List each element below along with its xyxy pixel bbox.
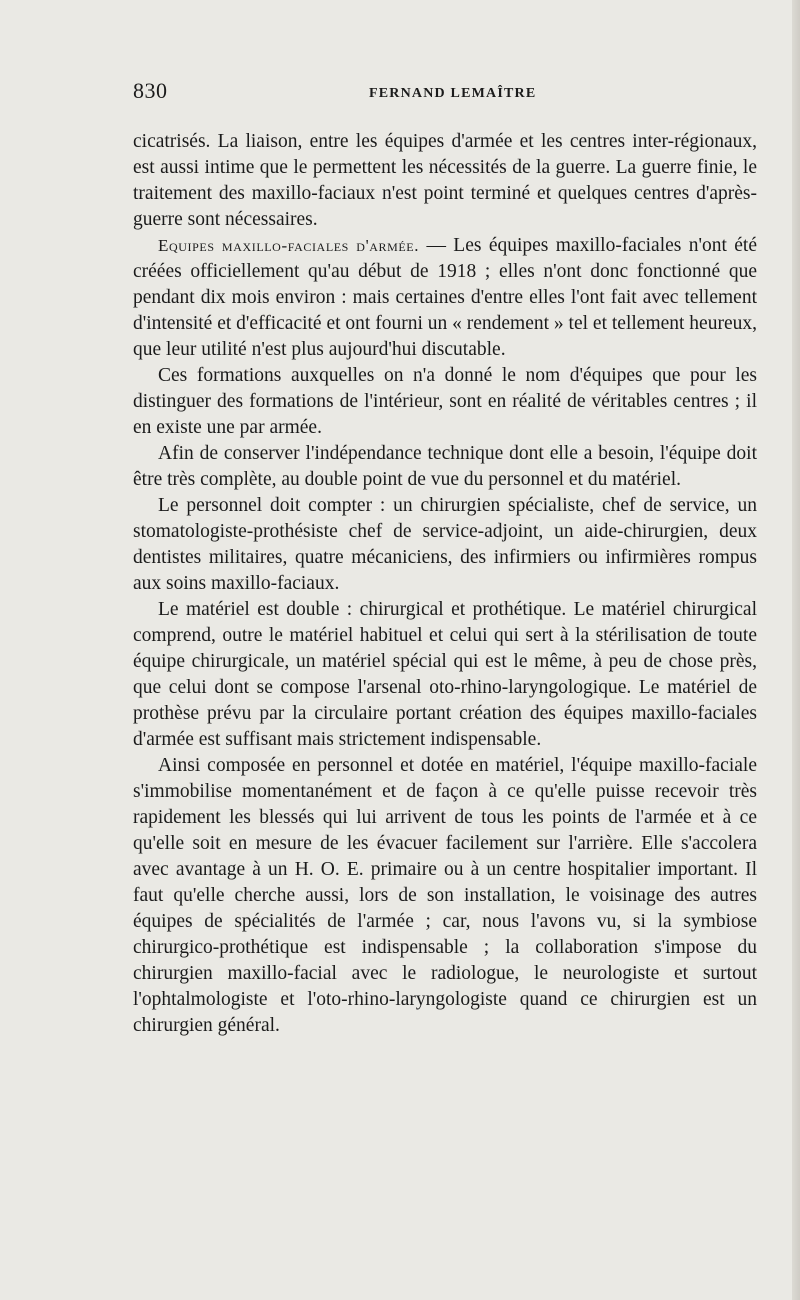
paragraph-3: Ces formations auxquelles on n'a donné le nom d'équipes que pour les distinguer des formations de l'intérieur, sont en réalité de véritables centres ; il en existe une par armée. [133,365,757,438]
paragraph-2-text: — Les équipes maxillo-faciales n'ont été créées officiellement qu'au début de 1918 ; elles n'ont donc fonctionné que pendant dix mois environ : mais certaines d'entre elles l'ont fait avec tellement d'intensité et d'efficacité et ont fourni un « rendement » tel et tellement heureux, que leur utilité n'est plus aujourd'hui discutable. [133,235,757,360]
running-title: FERNAND LEMAÎTRE [369,86,537,101]
paragraph-6: Le matériel est double : chirurgical et prothétique. Le matériel chirurgical comprend, outre le matériel habituel et celui qui sert à la stérilisation de toute équipe chirurgicale, un matériel spécial qui est le même, à peu de chose près, que celui dont se compose l'arsenal oto-rhino-laryngologique. Le matériel de prothèse prévu par la circulaire portant création des équipes maxillo-faciales d'armée est suffisant mais strictement indispensable. [133,599,757,750]
paragraph-7: Ainsi composée en personnel et dotée en matériel, l'équipe maxillo-faciale s'immobilise momentanément et de façon à ce qu'elle puisse recevoir très rapidement les blessés qui lui arrivent de tous les points de l'armée et à ce qu'elle soit en mesure de les évacuer facilement sur l'arrière. Elle s'accolera avec avantage à un H. O. E. primaire ou à un centre hospitalier important. Il faut qu'elle cherche aussi, lors de son installation, le voisinage des autres équipes de spécialités de l'armée ; car, nous l'avons vu, si la symbiose chirurgico-prothétique est indispensable ; la collaboration s'impose du chirurgien maxillo-facial avec le radiologue, le neurologiste et surtout l'ophtalmologiste et l'oto-rhino-laryngologiste quand ce chirurgien est un chirurgien général. [133,755,757,1036]
section-heading: Equipes maxillo-faciales d'armée. [158,236,420,255]
paragraph-5: Le personnel doit compter : un chirurgien spécialiste, chef de service, un stomatologiste-prothésiste chef de service-adjoint, un aide-chirurgien, deux dentistes militaires, quatre mécaniciens, des infirmiers ou infirmières rompus aux soins maxillo-faciaux. [133,495,757,594]
running-header [133,78,758,108]
paragraph-4: Afin de conserver l'indépendance technique dont elle a besoin, l'équipe doit être très complète, au double point de vue du personnel et du matériel. [133,443,757,490]
body-text [133,129,757,1039]
paragraph-1: cicatrisés. La liaison, entre les équipes d'armée et les centres inter-régionaux, est aussi intime que le permettent les nécessités de la guerre. La guerre finie, le traitement des maxillo-faciaux n'est point terminé et quelques centres d'après-guerre sont nécessaires. [133,131,757,230]
paragraph-2 [133,233,757,363]
page-number: 830 [133,78,168,103]
page-edge [792,0,800,1300]
